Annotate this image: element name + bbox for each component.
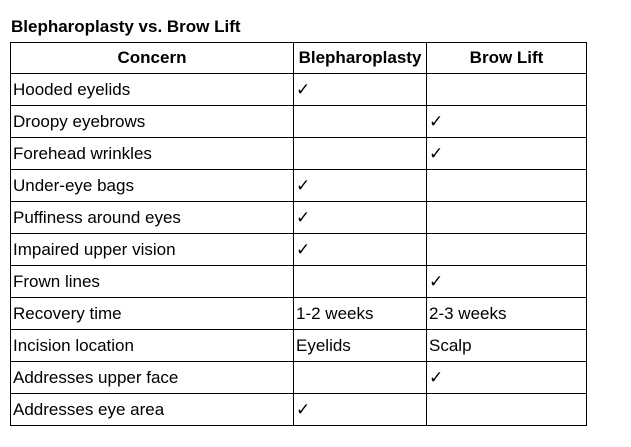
concern-cell: Puffiness around eyes	[11, 202, 294, 234]
blepharoplasty-cell: ✓	[294, 74, 427, 106]
concern-cell: Forehead wrinkles	[11, 138, 294, 170]
brow-lift-cell: Scalp	[427, 330, 587, 362]
brow-lift-cell: ✓	[427, 362, 587, 394]
blepharoplasty-cell	[294, 266, 427, 298]
concern-cell: Frown lines	[11, 266, 294, 298]
concern-cell: Recovery time	[11, 298, 294, 330]
blepharoplasty-cell: ✓	[294, 234, 427, 266]
brow-lift-cell: ✓	[427, 106, 587, 138]
brow-lift-cell: ✓	[427, 266, 587, 298]
blepharoplasty-cell: ✓	[294, 202, 427, 234]
concern-cell: Under-eye bags	[11, 170, 294, 202]
column-header-concern: Concern	[11, 43, 294, 74]
blepharoplasty-cell: ✓	[294, 394, 427, 426]
document-title: Blepharoplasty vs. Brow Lift	[11, 17, 241, 36]
concern-cell: Droopy eyebrows	[11, 106, 294, 138]
blepharoplasty-cell	[294, 106, 427, 138]
column-header-blepharoplasty: Blepharoplasty	[294, 43, 427, 74]
brow-lift-cell	[427, 74, 587, 106]
blepharoplasty-cell: Eyelids	[294, 330, 427, 362]
brow-lift-cell: ✓	[427, 138, 587, 170]
brow-lift-cell	[427, 202, 587, 234]
table-row	[11, 202, 587, 234]
table-row	[11, 362, 587, 394]
blepharoplasty-cell: 1-2 weeks	[294, 298, 427, 330]
header-row	[11, 43, 587, 74]
concern-cell: Addresses upper face	[11, 362, 294, 394]
table-row	[11, 138, 587, 170]
column-header-brow-lift: Brow Lift	[427, 43, 587, 74]
table-row	[11, 170, 587, 202]
table-row	[11, 266, 587, 298]
brow-lift-cell	[427, 170, 587, 202]
concern-cell: Addresses eye area	[11, 394, 294, 426]
table-row	[11, 74, 587, 106]
blepharoplasty-cell	[294, 362, 427, 394]
blepharoplasty-cell	[294, 138, 427, 170]
brow-lift-cell: 2-3 weeks	[427, 298, 587, 330]
comparison-table	[10, 42, 587, 426]
table-row	[11, 330, 587, 362]
brow-lift-cell	[427, 234, 587, 266]
table-row	[11, 106, 587, 138]
table-row	[11, 394, 587, 426]
concern-cell: Incision location	[11, 330, 294, 362]
table-row	[11, 234, 587, 266]
concern-cell: Impaired upper vision	[11, 234, 294, 266]
blepharoplasty-cell: ✓	[294, 170, 427, 202]
brow-lift-cell	[427, 394, 587, 426]
table-row	[11, 298, 587, 330]
concern-cell: Hooded eyelids	[11, 74, 294, 106]
